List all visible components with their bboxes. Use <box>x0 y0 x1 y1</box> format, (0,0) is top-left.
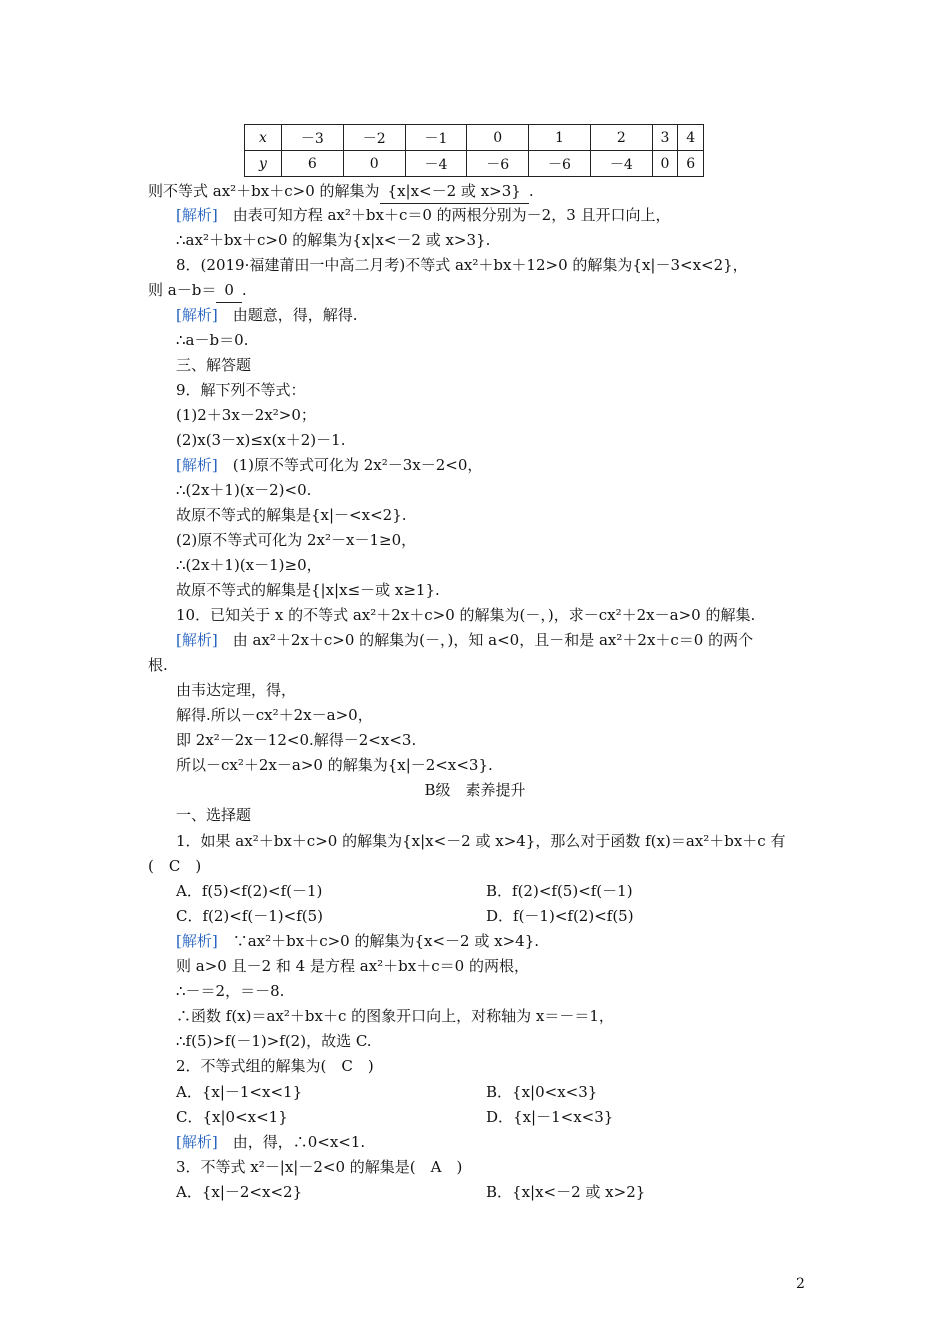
text-line <box>148 653 818 677</box>
line-text: (2)x(3－x)≤x(x＋2)－1. <box>176 431 346 449</box>
line-text: B．f(2)<f(5)<f(－1) <box>486 882 633 900</box>
line-text: 即 2x²－2x－12<0.解得－2<x<3. <box>176 731 417 749</box>
text-line <box>176 328 846 352</box>
text-line <box>176 979 846 1003</box>
line-text: 根. <box>148 656 168 674</box>
line-text: . <box>241 281 247 299</box>
text-line <box>176 1155 846 1179</box>
line-text: . <box>528 182 534 200</box>
analysis-tag: [解析] <box>176 456 218 474</box>
text-line <box>176 553 846 577</box>
line-text: D．{x|－1<x<3} <box>486 1108 614 1126</box>
text-line <box>176 578 846 602</box>
line-text: 则不等式 ax²＋bx＋c>0 的解集为 <box>148 182 380 200</box>
line-text: ∵ax²＋bx＋c>0 的解集为{x<－2 或 x>4}. <box>217 932 540 950</box>
line-text: ∴ax²＋bx＋c>0 的解集为{x|x<－2 或 x>3}. <box>176 231 491 249</box>
table-cell: 0 <box>343 151 405 177</box>
line-text: ∴(2x＋1)(x－2)<0. <box>176 481 312 499</box>
line-text: ∴f(5)>f(－1)>f(2)，故选 C. <box>176 1032 372 1050</box>
table-cell: 6 <box>678 151 704 177</box>
text-line <box>176 1029 846 1053</box>
table-cell: －1 <box>405 125 467 151</box>
line-text: 由，得，∴0<x<1. <box>217 1133 366 1151</box>
line-text: ∴函数 f(x)＝ax²＋bx＋c 的图象开口向上，对称轴为 x＝－＝1， <box>176 1007 614 1025</box>
text-line <box>486 1180 950 1204</box>
line-text: A．{x|－1<x<1} <box>176 1083 303 1101</box>
table-cell: 3 <box>652 125 678 151</box>
text-line <box>176 403 846 427</box>
line-text: 则 a>0 且－2 和 4 是方程 ax²＋bx＋c＝0 的两根， <box>176 957 529 975</box>
text-line <box>148 278 818 302</box>
table-cell: －4 <box>590 151 652 177</box>
line-text: ∴a－b＝0. <box>176 331 249 349</box>
analysis-tag: [解析] <box>176 306 218 324</box>
text-line <box>176 353 846 377</box>
text-line <box>176 703 846 727</box>
table-cell: 2 <box>590 125 652 151</box>
text-line <box>176 1054 846 1078</box>
line-text: B．{x|x<－2 或 x>2} <box>486 1183 646 1201</box>
text-line <box>176 203 846 227</box>
line-text: (2)原不等式可化为 2x²－x－1≥0， <box>176 531 417 549</box>
text-line <box>176 803 846 827</box>
text-line <box>176 528 846 552</box>
table-cell: 0 <box>467 125 529 151</box>
line-text: ( C ) <box>148 857 202 875</box>
line-text: 一、选择题 <box>176 806 252 824</box>
text-line <box>176 728 846 752</box>
table-cell: x <box>245 125 282 151</box>
table-cell: －3 <box>282 125 344 151</box>
answer-blank: {x|x<－2 或 x>3} <box>380 179 529 204</box>
text-line <box>148 179 818 203</box>
line-text: 10．已知关于 x 的不等式 ax²＋2x＋c>0 的解集为(－，)，求－cx²＋2x－a>0 的解集. <box>176 606 756 624</box>
text-line <box>176 954 846 978</box>
text-line <box>176 1004 846 1028</box>
line-text: (1)原不等式可化为 2x²－3x－2<0， <box>217 456 483 474</box>
text-line <box>176 478 846 502</box>
text-line <box>486 1080 950 1104</box>
answer-blank: 0 <box>216 278 242 303</box>
line-text: 由 ax²＋2x＋c>0 的解集为(－，)，知 a<0，且－和是 ax²＋2x＋c＝0 的两个 <box>217 631 754 649</box>
text-line <box>176 628 846 652</box>
table-cell: y <box>245 151 282 177</box>
table-cell: －6 <box>467 151 529 177</box>
analysis-tag: [解析] <box>176 206 218 224</box>
text-line <box>486 904 950 928</box>
table-cell: 1 <box>529 125 591 151</box>
line-text: A．f(5)<f(2)<f(－1) <box>176 882 323 900</box>
table-cell: 6 <box>282 151 344 177</box>
line-text: 所以－cx²＋2x－a>0 的解集为{x|－2<x<3}. <box>176 756 493 774</box>
line-text: 解得.所以－cx²＋2x－a>0， <box>176 706 373 724</box>
line-text: 8．(2019·福建莆田一中高二月考)不等式 ax²＋bx＋12>0 的解集为{x|－3<x<2}， <box>176 256 748 274</box>
line-text: 由表可知方程 ax²＋bx＋c＝0 的两根分别为－2，3 且开口向上， <box>217 206 671 224</box>
line-text: 由韦达定理，得， <box>176 681 297 699</box>
line-text: 9．解下列不等式： <box>176 381 306 399</box>
line-text: 三、解答题 <box>176 356 252 374</box>
table-cell: －4 <box>405 151 467 177</box>
line-text: 则 a－b＝ <box>148 281 217 299</box>
line-text: D．f(－1)<f(2)<f(5) <box>486 907 634 925</box>
table-cell: 0 <box>652 151 678 177</box>
line-text: 故原不等式的解集是{|x|x≤－或 x≥1}. <box>176 581 440 599</box>
line-text: (1)2＋3x－2x²>0； <box>176 406 316 424</box>
text-line <box>486 879 950 903</box>
table-row-x <box>245 125 704 151</box>
text-line <box>486 1105 950 1129</box>
text-line <box>176 428 846 452</box>
page-number: 2 <box>796 1276 805 1292</box>
text-line <box>176 303 846 327</box>
table-cell: －6 <box>529 151 591 177</box>
text-line <box>176 829 846 853</box>
line-text: B．{x|0<x<3} <box>486 1083 598 1101</box>
value-table <box>244 124 704 177</box>
text-line <box>176 1130 846 1154</box>
line-text: ∴－＝2，＝－8. <box>176 982 285 1000</box>
line-text: B级 素养提升 <box>424 781 526 799</box>
analysis-tag: [解析] <box>176 932 218 950</box>
table-row-y <box>245 151 704 177</box>
text-line <box>148 778 802 802</box>
line-text: 由题意，得，解得. <box>217 306 358 324</box>
line-text: 1．如果 ax²＋bx＋c>0 的解集为{x|x<－2 或 x>4}，那么对于函数 f(x)＝ax²＋bx＋c 有 <box>176 832 786 850</box>
text-line <box>176 678 846 702</box>
analysis-tag: [解析] <box>176 1133 218 1151</box>
line-text: 2．不等式组的解集为( C ) <box>176 1057 374 1075</box>
text-line <box>176 929 846 953</box>
table-cell: 4 <box>678 125 704 151</box>
analysis-tag: [解析] <box>176 631 218 649</box>
text-line <box>176 753 846 777</box>
table-cell: －2 <box>343 125 405 151</box>
text-line <box>176 453 846 477</box>
line-text: C．f(2)<f(－1)<f(5) <box>176 907 324 925</box>
text-line <box>176 228 846 252</box>
text-line <box>176 503 846 527</box>
text-line <box>148 854 818 878</box>
line-text: ∴(2x＋1)(x－1)≥0， <box>176 556 322 574</box>
line-text: 故原不等式的解集是{x|－<x<2}. <box>176 506 407 524</box>
line-text: A．{x|－2<x<2} <box>176 1183 303 1201</box>
line-text: C．{x|0<x<1} <box>176 1108 288 1126</box>
text-line <box>176 603 846 627</box>
line-text: 3．不等式 x²－|x|－2<0 的解集是( A ) <box>176 1158 463 1176</box>
text-line <box>176 253 846 277</box>
text-line <box>176 378 846 402</box>
